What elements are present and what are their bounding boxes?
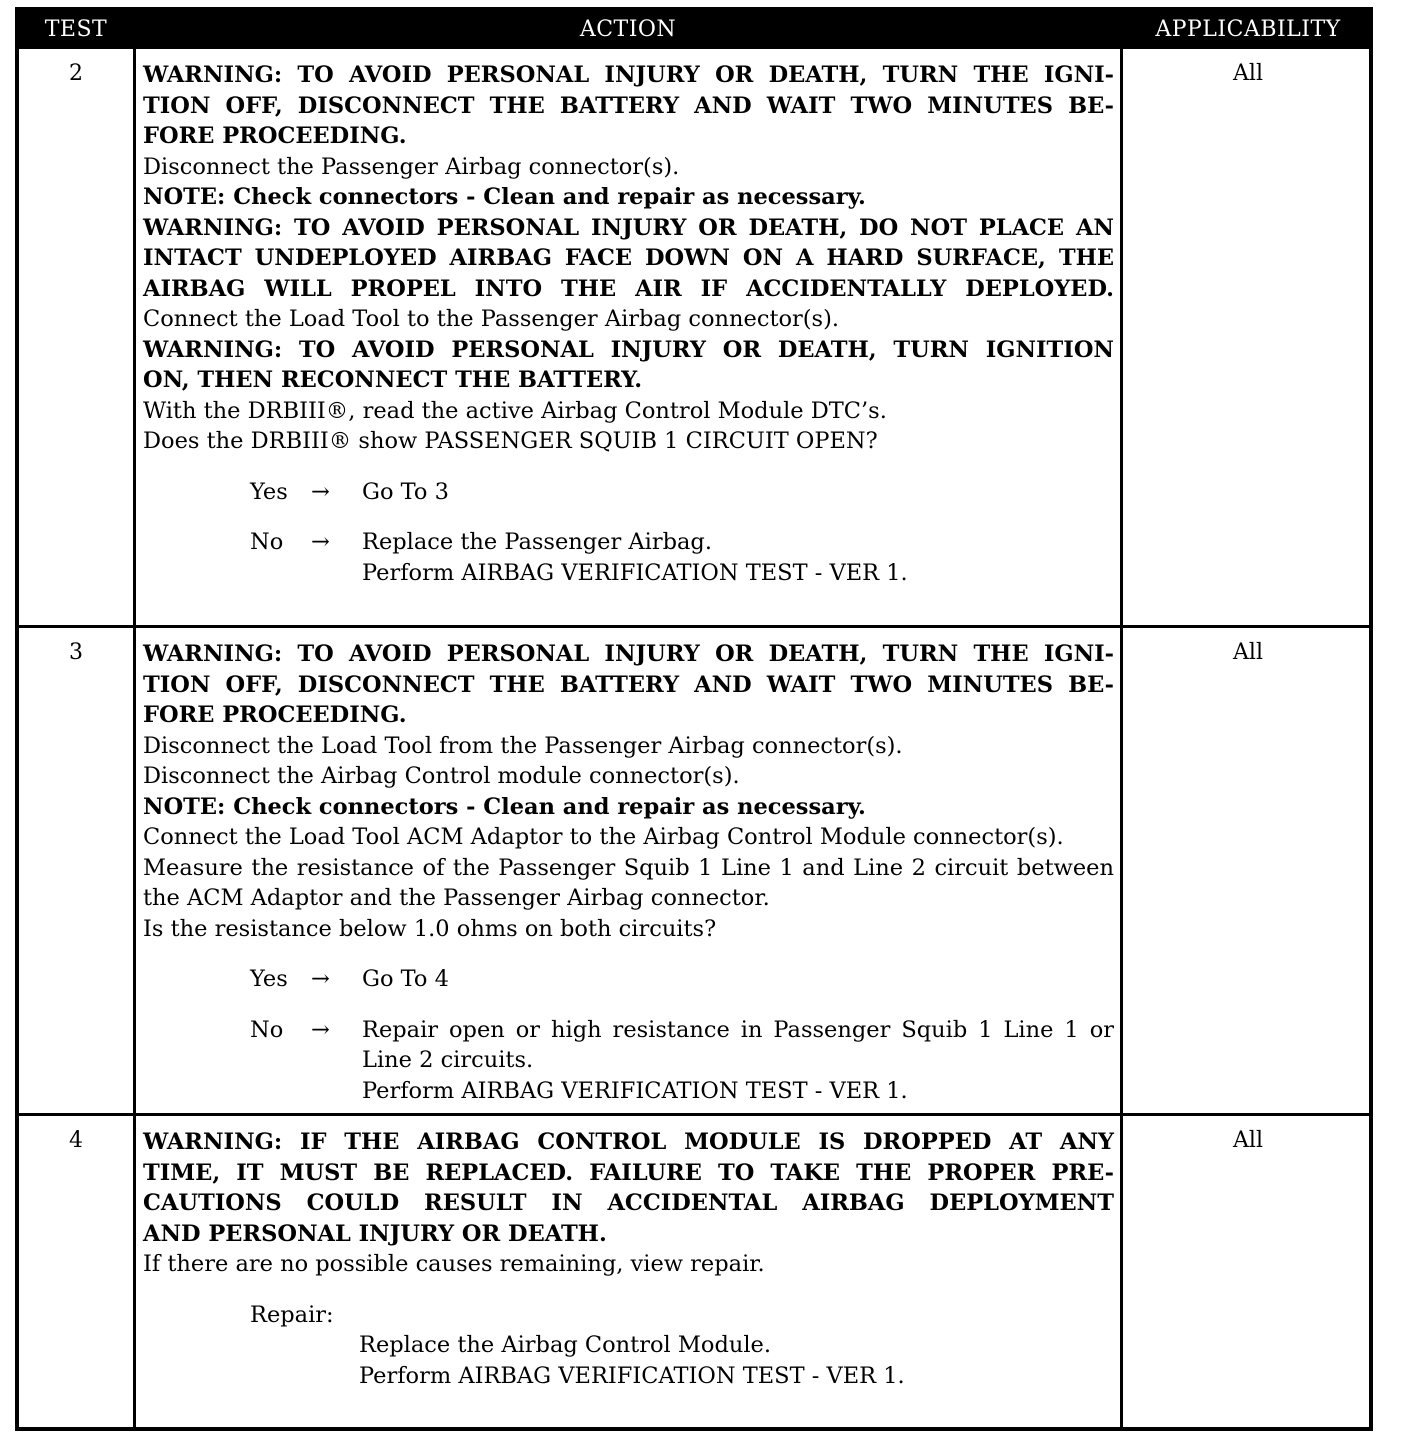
- repair-step: Perform AIRBAG VERIFICATION TEST - VER 1.: [359, 1362, 905, 1389]
- table-row: [19, 49, 1369, 625]
- warning-text: WARNING: IF THE AIRBAG CONTROL MODULE IS DROPPED AT ANY: [143, 1129, 1114, 1155]
- test-number: 4: [69, 1128, 83, 1153]
- instruction-text: If there are no possible causes remaining, view repair.: [143, 1251, 765, 1277]
- note-text: NOTE: Check connectors - Clean and repair as necessary.: [143, 793, 866, 820]
- warning-text: FORE PROCEEDING.: [143, 702, 407, 728]
- warning-text: WARNING: TO AVOID PERSONAL INJURY OR DEATH, TURN IGNITION: [143, 336, 1114, 363]
- table-row: [19, 1116, 1369, 1427]
- test-number: 3: [69, 640, 83, 665]
- instruction-text: Disconnect the Airbag Control module connector(s).: [143, 763, 740, 789]
- repair-step: Replace the Airbag Control Module.: [359, 1332, 771, 1358]
- test-procedure-table: [15, 7, 1373, 1431]
- yes-branch: [143, 477, 1114, 508]
- instruction-text: With the DRBIII®, read the active Airbag Control Module DTC’s.: [143, 397, 887, 424]
- no-result: Perform AIRBAG VERIFICATION TEST - VER 1.: [362, 559, 908, 586]
- question-text: Does the DRBIII® show PASSENGER SQUIB 1 CIRCUIT OPEN?: [143, 428, 878, 454]
- repair-label: Repair:: [250, 1301, 334, 1328]
- warning-text: CAUTIONS COULD RESULT IN ACCIDENTAL AIRBAG DEPLOYMENT: [143, 1190, 1114, 1216]
- warning-text: AND PERSONAL INJURY OR DEATH.: [143, 1220, 607, 1247]
- yes-branch: [143, 964, 1114, 995]
- yes-result: Go To 3: [362, 478, 449, 505]
- warning-text: TION OFF, DISCONNECT THE BATTERY AND WAIT TWO MINUTES BE-: [143, 671, 1114, 698]
- test-number: 2: [69, 61, 83, 86]
- applicability-value: All: [1233, 61, 1263, 86]
- instruction-text: Connect the Load Tool to the Passenger Airbag connector(s).: [143, 306, 840, 332]
- table-header: [19, 11, 1369, 49]
- no-result: Line 2 circuits.: [362, 1047, 534, 1073]
- yes-label: Yes: [250, 966, 288, 992]
- warning-text: AIRBAG WILL PROPEL INTO THE AIR IF ACCIDENTALLY DEPLOYED.: [143, 275, 1114, 302]
- arrow-right-icon: →: [311, 966, 330, 992]
- no-label: No: [250, 1016, 284, 1043]
- instruction-text: Connect the Load Tool ACM Adaptor to the Airbag Control Module connector(s).: [143, 824, 1064, 850]
- repair-block: [143, 1300, 1114, 1392]
- arrow-right-icon: →: [311, 478, 330, 505]
- arrow-right-icon: →: [311, 1016, 330, 1043]
- yes-label: Yes: [250, 478, 288, 505]
- action-cell: [143, 60, 1114, 588]
- applicability-value: All: [1233, 1128, 1263, 1153]
- yes-result: Go To 4: [362, 966, 449, 992]
- no-result: Repair open or high resistance in Passenger Squib 1 Line 1 or: [362, 1016, 1114, 1043]
- warning-text: TIME, IT MUST BE REPLACED. FAILURE TO TAKE THE PROPER PRE-: [143, 1159, 1114, 1186]
- instruction-text: Disconnect the Passenger Airbag connector(s).: [143, 153, 680, 180]
- question-text: Is the resistance below 1.0 ohms on both circuits?: [143, 915, 717, 942]
- header-applicability: APPLICABILITY: [1155, 17, 1341, 42]
- warning-text: INTACT UNDEPLOYED AIRBAG FACE DOWN ON A HARD SURFACE, THE: [143, 245, 1114, 271]
- applicability-value: All: [1233, 640, 1263, 665]
- header-test: TEST: [44, 17, 108, 42]
- no-label: No: [250, 529, 284, 555]
- note-text: NOTE: Check connectors - Clean and repair as necessary.: [143, 184, 866, 210]
- warning-text: ON, THEN RECONNECT THE BATTERY.: [143, 367, 643, 393]
- no-result: Replace the Passenger Airbag.: [362, 529, 712, 555]
- no-branch: [143, 527, 1114, 588]
- warning-text: TION OFF, DISCONNECT THE BATTERY AND WAIT TWO MINUTES BE-: [143, 92, 1114, 119]
- warning-text: WARNING: TO AVOID PERSONAL INJURY OR DEATH, TURN THE IGNI-: [143, 62, 1114, 88]
- table-row: [19, 628, 1369, 1113]
- instruction-text: Measure the resistance of the Passenger Squib 1 Line 1 and Line 2 circuit between: [143, 854, 1114, 881]
- warning-text: WARNING: TO AVOID PERSONAL INJURY OR DEATH, TURN THE IGNI-: [143, 641, 1114, 667]
- instruction-text: Disconnect the Load Tool from the Passenger Airbag connector(s).: [143, 732, 903, 759]
- no-branch: [143, 1015, 1114, 1107]
- instruction-text: the ACM Adaptor and the Passenger Airbag connector.: [143, 885, 770, 911]
- warning-text: WARNING: TO AVOID PERSONAL INJURY OR DEATH, DO NOT PLACE AN: [143, 214, 1114, 241]
- action-cell: [143, 1127, 1114, 1391]
- warning-text: FORE PROCEEDING.: [143, 123, 407, 149]
- arrow-right-icon: →: [311, 529, 330, 555]
- no-result: Perform AIRBAG VERIFICATION TEST - VER 1.: [362, 1077, 908, 1104]
- header-action: ACTION: [579, 17, 677, 42]
- action-cell: [143, 639, 1114, 1106]
